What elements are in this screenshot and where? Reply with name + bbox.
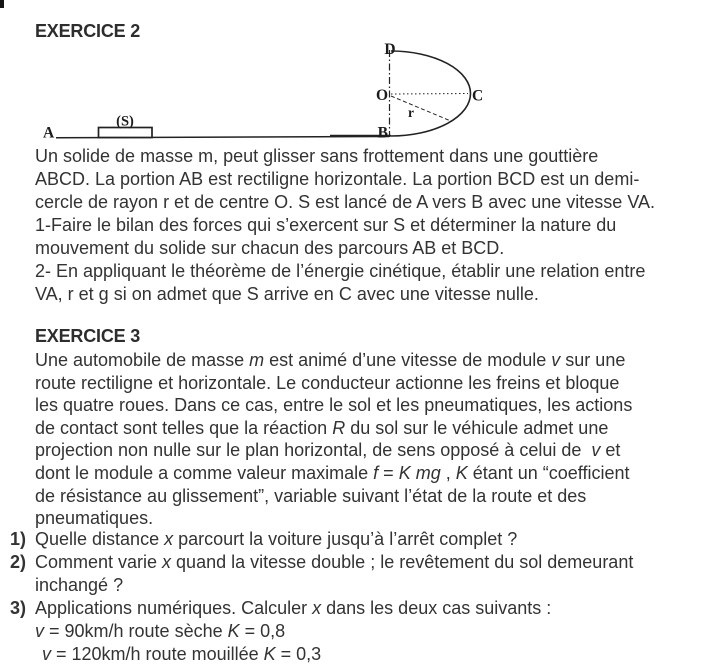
text-line (35, 417, 632, 440)
text-run: 2- En appliquant le théorème de l’énergie cinétique, établir une relation entre (35, 261, 646, 281)
exercise2-title: EXERCICE 2 (35, 21, 141, 41)
text-line (35, 349, 632, 372)
text-run: de résistance au glissement”, variable suivant l’état de la route et des (35, 485, 587, 506)
question-number: 1) (10, 529, 27, 549)
text-run: VA, r et g si on admet que S arrive en C avec une vitesse nulle. (35, 284, 539, 304)
exercise3-questions (10, 528, 633, 666)
label-point-c: C (472, 87, 484, 105)
italic-text: v (591, 440, 601, 461)
text-run: sur une (560, 350, 626, 370)
label-solid-s: (S) (116, 113, 134, 130)
italic-text: v (551, 350, 561, 370)
text-run: étant un “coefficient (467, 462, 630, 483)
text-run: dont le module a comme valeur maximale (35, 462, 374, 483)
italic-text: x (162, 552, 172, 572)
text-run: pneumatiques. (35, 508, 154, 529)
text-run: = 90km/h route sèche (44, 621, 228, 641)
text-run: inchangé ? (35, 575, 124, 595)
text-line (35, 191, 655, 214)
text-run: de contact sont telles que la réaction (35, 417, 333, 438)
text-line (35, 439, 632, 462)
italic-text: K (455, 462, 468, 483)
text-run: projection non nulle sur le plan horizontal, de sens opposé à celui de (35, 440, 592, 461)
text-line (35, 507, 632, 530)
italic-text: x (312, 598, 322, 618)
italic-text: v (42, 644, 51, 664)
italic-text: v (35, 621, 44, 641)
text-run: 1-Faire le bilan des forces qui s’exercent sur S et déterminer la nature du (35, 215, 617, 235)
question-row (10, 574, 633, 597)
label-point-b: B (377, 124, 388, 142)
text-line (35, 372, 632, 395)
question-text (35, 643, 321, 666)
text-run: = (378, 462, 399, 483)
question-number: 3) (10, 598, 27, 618)
italic-text: K (263, 644, 276, 664)
physics-track-diagram (0, 0, 719, 145)
text-run: et (600, 440, 621, 461)
question-row (10, 643, 633, 666)
question-number: 2) (10, 552, 27, 572)
text-line (35, 168, 655, 191)
question-row (10, 528, 633, 551)
text-run: ABCD. La portion AB est rectiligne horizontale. La portion BCD est un demi- (35, 169, 640, 189)
text-line (35, 214, 655, 237)
radius-oc-line (391, 94, 468, 95)
text-line (35, 394, 632, 417)
text-line (35, 237, 655, 260)
exercise3-text (35, 349, 632, 530)
question-text (35, 551, 633, 574)
text-run: , (440, 462, 456, 483)
italic-text: m (249, 350, 265, 370)
text-run: Comment varie (35, 552, 163, 572)
text-run: route rectiligne et horizontale. Le conducteur actionne les freins et bloque (35, 372, 620, 393)
question-number (10, 643, 35, 666)
text-run: parcourt la voiture jusqu’à l’arrêt complet ? (173, 529, 518, 549)
text-line (35, 485, 632, 508)
text-run: mouvement du solide sur chacun des parcours AB et BCD. (35, 238, 505, 258)
italic-text: f (373, 462, 379, 483)
label-point-a: A (43, 124, 55, 142)
label-radius-r: r (408, 105, 414, 120)
text-run: quand la vitesse double ; le revêtement du sol demeurant (171, 552, 634, 572)
text-run: Une automobile de masse (35, 350, 250, 370)
text-run: = 0,8 (239, 621, 286, 641)
label-point-o: O (375, 87, 388, 104)
radius-r-line (391, 96, 452, 122)
exercise3-title: EXERCICE 3 (35, 326, 141, 346)
text-run: du sol sur le véhicule admet une (345, 417, 609, 438)
italic-text: K mg (398, 462, 441, 483)
text-run: Un solide de masse m, peut glisser sans frottement dans une gouttière (35, 146, 599, 166)
semicircle-arc-bcd (391, 51, 470, 136)
question-row (10, 597, 633, 620)
text-run: dans les deux cas suivants : (321, 598, 552, 618)
question-row (10, 551, 633, 574)
question-number (10, 574, 35, 597)
question-text (35, 597, 551, 620)
italic-text: R (332, 417, 346, 438)
question-number (10, 620, 35, 643)
text-run: = 0,3 (275, 644, 322, 664)
text-line (35, 462, 632, 485)
question-row (10, 620, 633, 643)
text-run: Applications numériques. Calculer (35, 598, 313, 618)
text-run: Quelle distance (35, 529, 165, 549)
question-text (35, 620, 285, 643)
question-text (35, 574, 123, 597)
text-line (35, 145, 655, 168)
italic-text: x (164, 529, 174, 549)
text-line (35, 283, 655, 306)
italic-text: K (227, 621, 240, 641)
exercise2-text (35, 145, 655, 306)
text-run: cercle de rayon r et de centre O. S est lancé de A vers B avec une vitesse VA. (35, 192, 655, 212)
question-text (35, 528, 517, 551)
text-run: les quatre roues. Dans ce cas, entre le sol et les pneumatiques, les actions (35, 395, 633, 416)
text-line (35, 260, 655, 283)
text-run: est animé d’une vitesse de module (264, 350, 552, 370)
text-run: = 120km/h route mouillée (51, 644, 264, 664)
label-point-d: D (384, 41, 396, 58)
